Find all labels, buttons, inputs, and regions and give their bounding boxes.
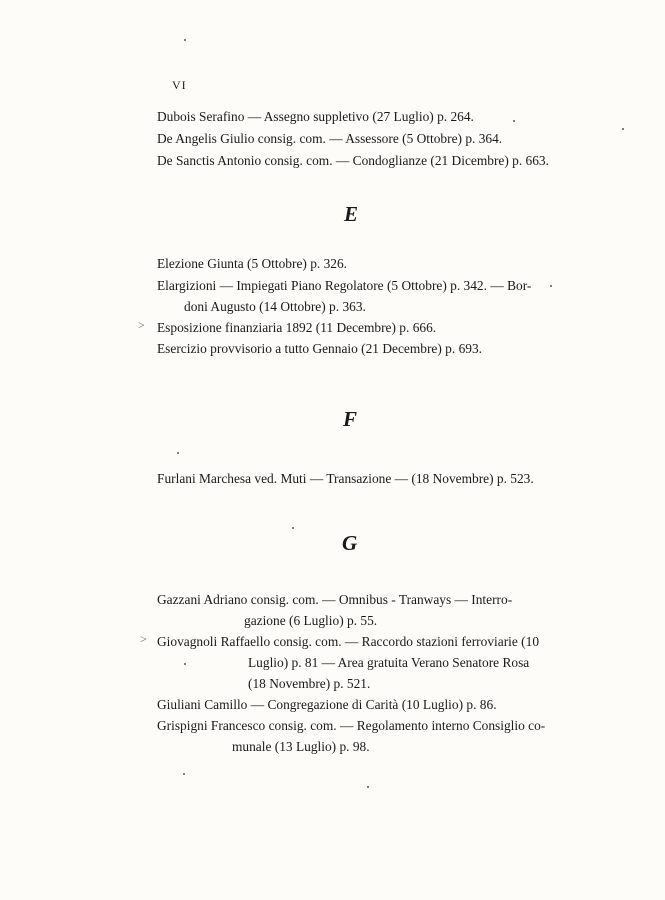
index-entry-giuliani: Giuliani Camillo — Congregazione di Carità (10 Luglio) p. 86. bbox=[157, 697, 497, 712]
scan-speck bbox=[184, 663, 186, 665]
scan-speck bbox=[184, 39, 186, 41]
index-entry-dubois: Dubois Serafino — Assegno suppletivo (27 Luglio) p. 264. bbox=[157, 109, 474, 124]
scan-speck bbox=[183, 773, 185, 775]
section-heading-f: F bbox=[343, 407, 358, 431]
pencil-mark-icon: > bbox=[138, 318, 145, 332]
section-heading-g: G bbox=[342, 531, 358, 555]
scan-speck bbox=[513, 120, 515, 122]
index-entry-de-angelis: De Angelis Giulio consig. com. — Assessore (5 Ottobre) p. 364. bbox=[157, 131, 503, 146]
index-entry-de-sanctis: De Sanctis Antonio consig. com. — Condoglianze (21 Dicembre) p. 663. bbox=[157, 153, 549, 168]
index-entry-gazzani: Gazzani Adriano consig. com. — Omnibus - Tranways — Interro- bbox=[157, 592, 513, 607]
page-number: VI bbox=[172, 78, 187, 92]
index-entry-esposizione: Esposizione finanziaria 1892 (11 Decembre) p. 666. bbox=[157, 320, 437, 335]
index-entry-elezione-giunta: Elezione Giunta (5 Ottobre) p. 326. bbox=[157, 256, 348, 271]
scan-speck bbox=[622, 128, 624, 130]
index-entry-gazzani-continued: gazione (6 Luglio) p. 55. bbox=[244, 613, 378, 628]
scan-speck bbox=[177, 452, 179, 454]
index-entry-furlani: Furlani Marchesa ved. Muti — Transazione — (18 Novembre) p. 523. bbox=[157, 471, 534, 486]
index-entry-grispigni-continued: munale (13 Luglio) p. 98. bbox=[232, 739, 370, 754]
scan-speck bbox=[550, 285, 552, 287]
section-heading-e: E bbox=[344, 202, 359, 226]
index-entry-grispigni: Grispigni Francesco consig. com. — Regolamento interno Consiglio co- bbox=[157, 718, 546, 733]
index-entry-esercizio: Esercizio provvisorio a tutto Gennaio (21 Decembre) p. 693. bbox=[157, 341, 482, 356]
scan-speck bbox=[367, 786, 369, 788]
index-entry-giovagnoli-continued-1: Luglio) p. 81 — Area gratuita Verano Senatore Rosa bbox=[248, 655, 530, 670]
index-entry-giovagnoli-continued-2: (18 Novembre) p. 521. bbox=[248, 676, 371, 691]
pencil-mark-icon: > bbox=[140, 632, 147, 646]
index-entry-giovagnoli: Giovagnoli Raffaello consig. com. — Raccordo stazioni ferroviarie (10 bbox=[157, 634, 540, 649]
scan-speck bbox=[292, 527, 294, 529]
index-entry-elargizioni-continued: doni Augusto (14 Ottobre) p. 363. bbox=[184, 299, 366, 314]
index-entry-elargizioni: Elargizioni — Impiegati Piano Regolatore (5 Ottobre) p. 342. — Bor- bbox=[157, 278, 532, 293]
